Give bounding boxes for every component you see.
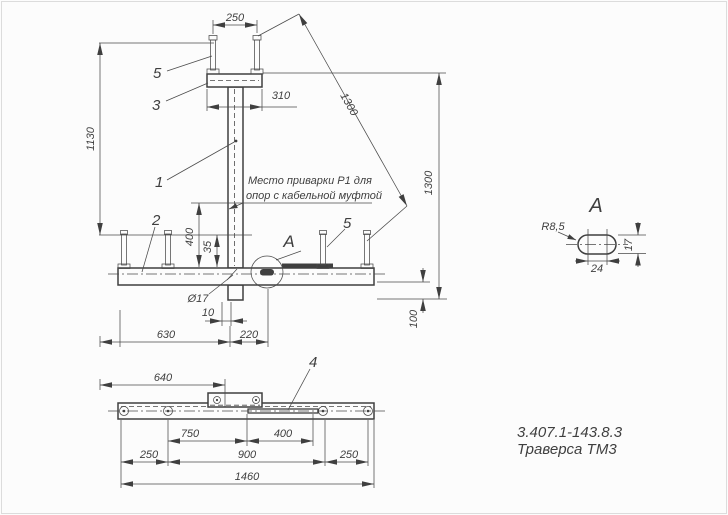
note-line-1: Место приварки Р1 для <box>248 175 372 187</box>
front-view <box>85 12 447 347</box>
dim-label: 640 <box>153 372 173 384</box>
post-bottom-stub <box>228 285 243 300</box>
crossarm <box>108 231 386 286</box>
pos-label-3: 3 <box>152 97 161 114</box>
crossarm-bolt <box>317 231 329 269</box>
dim-1300-diagonal <box>258 14 407 241</box>
slot-hole <box>260 269 274 276</box>
top-bolt-left <box>207 36 219 75</box>
detail-view-a <box>541 195 646 275</box>
detail-leader-line <box>276 251 301 260</box>
dim-label: 400 <box>184 227 196 247</box>
leader-line <box>327 229 345 247</box>
dim-label: 17 <box>623 238 635 252</box>
dim-35 <box>202 235 217 267</box>
weld-note <box>229 175 382 209</box>
bottom-view <box>100 354 386 488</box>
pos-label-5-right: 5 <box>343 215 352 232</box>
pos-label-2: 2 <box>152 212 161 229</box>
crossarm-outline <box>118 268 374 285</box>
dim-label: 400 <box>273 428 293 440</box>
dim-1130 <box>85 43 252 235</box>
dim-label: 1300 <box>423 170 435 196</box>
dim-100 <box>377 268 430 328</box>
dim-310 <box>207 89 297 111</box>
note-leader-line <box>229 203 243 209</box>
view-a-title: А <box>589 195 603 217</box>
crossarm-bolt <box>162 231 174 269</box>
dim-label: Ø17 <box>187 293 209 305</box>
dim-label: 1130 <box>85 127 97 151</box>
crossarm-bolts <box>118 231 373 269</box>
top-bolt-right <box>251 36 263 75</box>
dim-24 <box>575 261 620 275</box>
crossarm-bolt <box>118 231 130 269</box>
dim-label: 10 <box>201 307 215 319</box>
dim-17 <box>618 222 646 267</box>
bolt-head <box>253 36 261 41</box>
dim-label: 100 <box>408 309 420 329</box>
leader-line <box>166 83 208 101</box>
dim-label: 900 <box>237 449 257 461</box>
pos-label-5: 5 <box>153 65 162 82</box>
dim-640 <box>100 372 225 407</box>
bolt-stem <box>211 40 216 70</box>
dim-label: 250 <box>139 449 159 461</box>
dim-label: 1460 <box>234 471 260 483</box>
dim-label: 750 <box>180 428 200 440</box>
bolt-head <box>209 36 217 41</box>
leader-line <box>167 56 212 71</box>
dim-label: 630 <box>156 329 176 341</box>
document-name: Траверса ТМ3 <box>517 441 617 458</box>
title-block <box>517 424 623 458</box>
top-plate-assembly <box>207 36 263 88</box>
leader-line <box>558 232 576 240</box>
leader-line <box>167 141 236 180</box>
note-line-2: опор с кабельной муфтой <box>246 190 382 202</box>
dim-10 <box>202 302 247 326</box>
pos-label-1: 1 <box>155 174 164 191</box>
document-code: 3.407.1-143.8.3 <box>517 424 623 441</box>
leader-line <box>142 227 155 272</box>
bolt-stem <box>255 40 260 70</box>
crossarm-bolt <box>361 231 373 269</box>
view-a-callout-label: А <box>283 232 295 251</box>
dim-label: 1300 <box>337 90 360 119</box>
dim-label: R8,5 <box>541 221 565 233</box>
dim-label: 250 <box>339 449 359 461</box>
dim-label: 310 <box>271 90 291 102</box>
dim-label: 24 <box>590 263 604 275</box>
dim-label: 35 <box>202 240 214 254</box>
dim-250 <box>213 12 257 34</box>
pos-label-4: 4 <box>309 354 318 371</box>
dim-r85 <box>541 221 576 240</box>
post-outline <box>228 87 243 268</box>
dim-label: 250 <box>225 12 245 24</box>
dim-label: 220 <box>239 329 259 341</box>
